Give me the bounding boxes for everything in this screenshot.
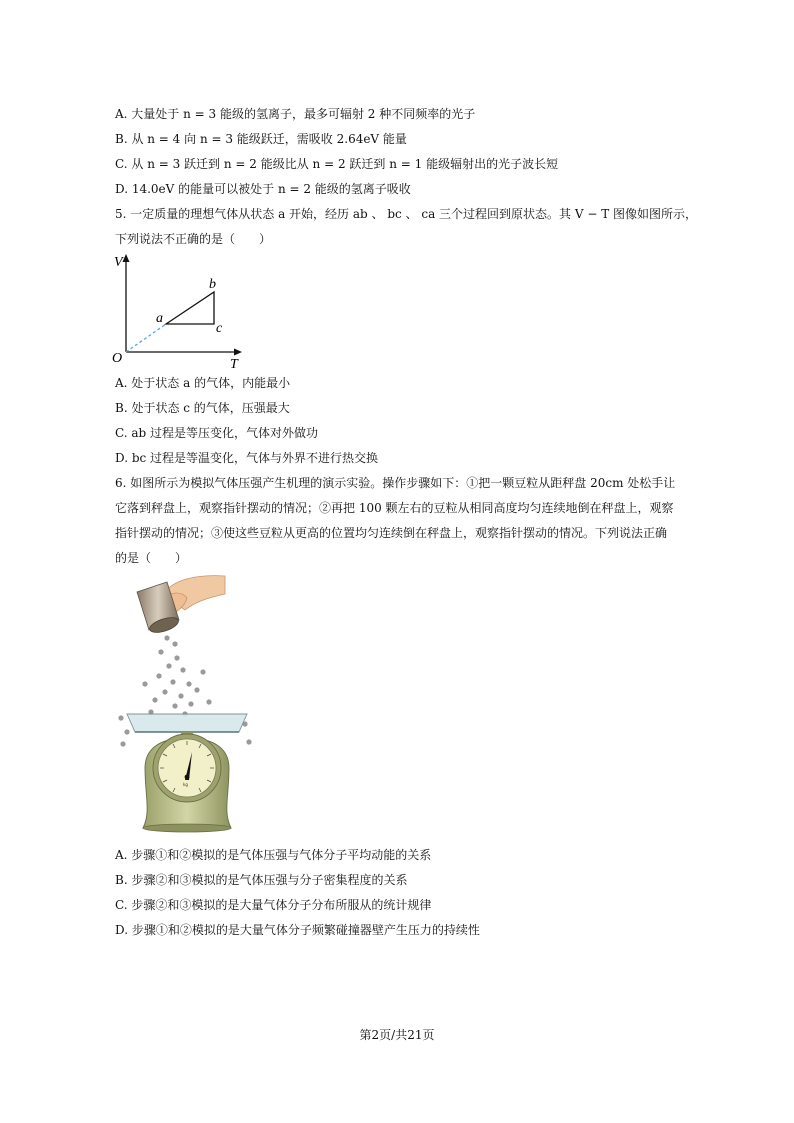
dashed-extension — [126, 324, 166, 352]
q4-option-a: A. 大量处于 n = 3 能级的氢离子，最多可辐射 2 种不同频率的光子 — [115, 107, 476, 121]
q4-option-c: C. 从 n = 3 跃迁到 n = 2 能级比从 n = 2 跃迁到 n = 1 能级辐射出的光子波长短 — [115, 157, 559, 171]
q6-stem-line4: 的是（ ） — [115, 551, 188, 565]
q6-stem-line2: 它落到秤盘上，观察指针摆动的情况；②再把 100 颗左右的豆粒从相同高度均匀连续地倒在秤盘上，观察 — [115, 501, 674, 515]
q5-stem-line2: 下列说法不正确的是（ ） — [115, 232, 272, 246]
q6-stem-line3: 指针摆动的情况；③使这些豆粒从更高的位置均匀连续倒在秤盘上，观察指针摆动的情况。下列说法正确 — [115, 526, 668, 540]
scale-dial — [158, 739, 216, 797]
label-a: a — [156, 311, 163, 326]
scale-unit: kg — [183, 782, 188, 787]
q6-option-d: D. 步骤①和②模拟的是大量气体分子频繁碰撞器壁产生压力的持续性 — [115, 923, 480, 937]
q5-option-d: D. bc 过程是等温变化，气体与外界不进行热交换 — [115, 451, 379, 465]
label-v: V — [114, 255, 123, 270]
label-o: O — [112, 351, 123, 366]
q6-option-c: C. 步骤②和③模拟的是大量气体分子分布所服从的统计规律 — [115, 898, 432, 912]
triangle-abc — [166, 292, 214, 324]
q6-stem-line1: 6. 如图所示为模拟气体压强产生机理的演示实验。操作步骤如下：①把一颗豆粒从距秤盘 20cm 处松手让 — [115, 476, 676, 490]
label-t: T — [230, 357, 238, 372]
q5-vt-graph — [108, 252, 248, 372]
q6-option-a: A. 步骤①和②模拟的是气体压强与气体分子平均动能的关系 — [115, 848, 432, 862]
q5-option-b: B. 处于状态 c 的气体，压强最大 — [115, 401, 290, 415]
v-axis-arrow — [123, 254, 130, 262]
scale-body — [143, 734, 231, 832]
q6-option-b: B. 步骤②和③模拟的是气体压强与分子密集程度的关系 — [115, 873, 408, 887]
q4-option-b: B. 从 n = 4 向 n = 3 能级跃迁，需吸收 2.64eV 能量 — [115, 132, 407, 146]
page-footer: 第2页/共21页 — [359, 1028, 435, 1042]
q5-option-c: C. ab 过程是等压变化，气体对外做功 — [115, 426, 319, 440]
label-c: c — [216, 321, 223, 336]
q5-stem-line1: 5. 一定质量的理想气体从状态 a 开始，经历 ab 、 bc 、 ca 三个过程回到原状态。其 V − T 图像如图所示， — [115, 207, 698, 221]
q4-option-d: D. 14.0eV 的能量可以被处于 n = 2 能级的氢离子吸收 — [115, 182, 411, 196]
label-b: b — [209, 277, 216, 292]
t-axis-arrow — [234, 349, 242, 356]
q6-bean-scale-figure — [115, 572, 255, 837]
q5-option-a: A. 处于状态 a 的气体，内能最小 — [115, 376, 291, 390]
